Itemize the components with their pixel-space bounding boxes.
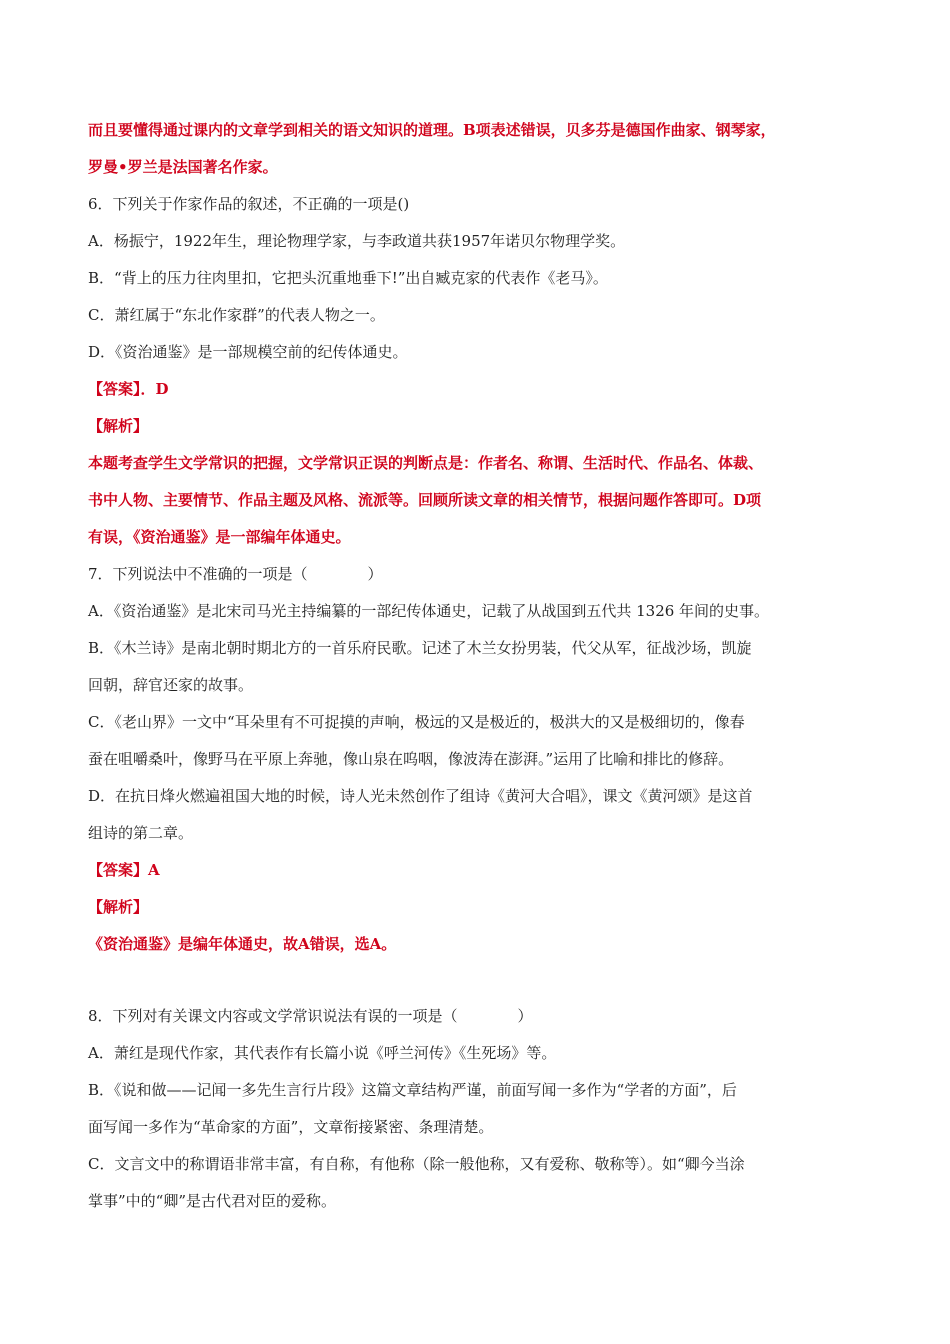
question-8-option-c: C．文言文中的称谓语非常丰富，有自称，有他称（除一般他称，又有爱称、敬称等）。如“卿今当涂	[88, 1155, 745, 1173]
question-7-analysis-text: 《资治通鉴》是编年体通史，故A错误，选A。	[88, 935, 397, 953]
question-8-option-c-cont: 掌事”中的“卿”是古代君对臣的爱称。	[88, 1192, 337, 1210]
question-6-option-c: C．萧红属于“东北作家群”的代表人物之一。	[88, 306, 385, 324]
question-7-option-b-cont: 回朝，辞官还家的故事。	[88, 676, 254, 694]
question-8-stem: 8．下列对有关课文内容或文学常识说法有误的一项是（ ）	[88, 1007, 533, 1025]
explanation-text-line: 而且要懂得通过课内的文章学到相关的语文知识的道理。B项表述错误，贝多芬是德国作曲家、钢琴家，	[88, 121, 776, 139]
question-7-option-c: C．《老山界》一文中“耳朵里有不可捉摸的声响，极远的又是极近的，极洪大的又是极细切的，像春	[88, 713, 745, 731]
question-6-answer: 【答案】．D	[88, 380, 169, 398]
question-6-option-b: B．“背上的压力往肉里扣，它把头沉重地垂下!”出自臧克家的代表作《老马》。	[88, 269, 608, 287]
question-6-option-d: D．《资治通鉴》是一部规模空前的纪传体通史。	[88, 343, 408, 361]
question-8-option-b: B．《说和做——记闻一多先生言行片段》这篇文章结构严谨，前面写闻一多作为“学者的方面”，后	[88, 1081, 737, 1099]
question-6-analysis-text: 有误，《资治通鉴》是一部编年体通史。	[88, 528, 351, 546]
question-6-stem: 6．下列关于作家作品的叙述，不正确的一项是()	[88, 195, 410, 213]
question-7-analysis-heading: 【解析】	[88, 898, 149, 916]
question-7-stem: 7．下列说法中不准确的一项是（ ）	[88, 565, 383, 583]
question-7-option-d-cont: 组诗的第二章。	[88, 824, 194, 842]
question-6-analysis-heading: 【解析】	[88, 417, 149, 435]
question-6-analysis-text: 书中人物、主要情节、作品主题及风格、流派等。回顾所读文章的相关情节，根据问题作答即可。D项	[88, 491, 762, 509]
explanation-text-line: 罗曼•罗兰是法国著名作家。	[88, 158, 278, 176]
question-7-option-d: D．在抗日烽火燃遍祖国大地的时候，诗人光未然创作了组诗《黄河大合唱》，课文《黄河颂》是这首	[88, 787, 753, 805]
question-8-option-a: A．萧红是现代作家，其代表作有长篇小说《呼兰河传》《生死场》等。	[88, 1044, 557, 1062]
question-6-option-a: A．杨振宁，1922年生，理论物理学家，与李政道共获1957年诺贝尔物理学奖。	[88, 232, 626, 250]
question-7-answer: 【答案】A	[88, 861, 160, 879]
question-7-option-a: A．《资治通鉴》是北宋司马光主持编纂的一部纪传体通史，记载了从战国到五代共 1326 年间的史事。	[88, 602, 770, 620]
question-7-option-c-cont: 蚕在咀嚼桑叶，像野马在平原上奔驰，像山泉在呜咽，像波涛在澎湃。”运用了比喻和排比的修辞。	[88, 750, 734, 768]
question-8-option-b-cont: 面写闻一多作为“革命家的方面”，文章衔接紧密、条理清楚。	[88, 1118, 494, 1136]
question-6-analysis-text: 本题考查学生文学常识的把握，文学常识正误的判断点是：作者名、称谓、生活时代、作品名、体裁、	[88, 454, 764, 472]
question-7-option-b: B．《木兰诗》是南北朝时期北方的一首乐府民歌。记述了木兰女扮男装，代父从军，征战沙场，凯旋	[88, 639, 752, 657]
